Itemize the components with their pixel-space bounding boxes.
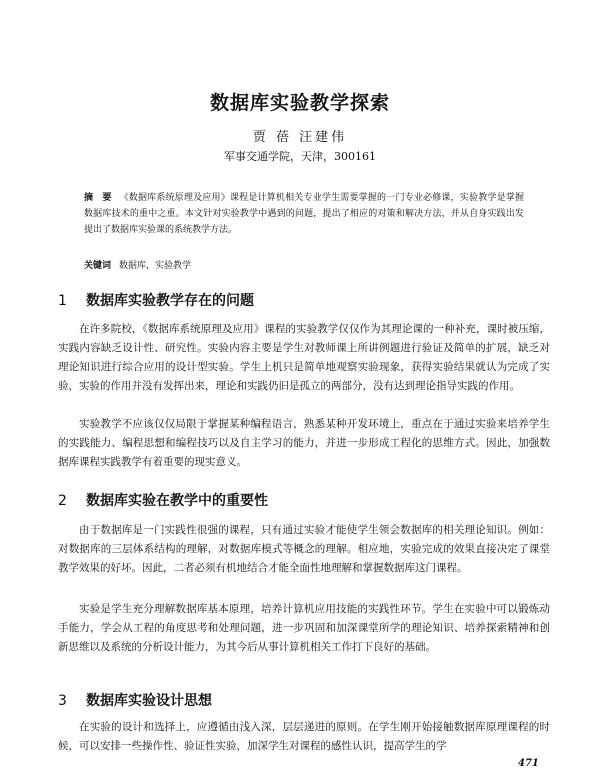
section-2-paragraph-2: 实验是学生充分理解数据库基本原理，培养计算机应用技能的实践性环节。学生在实验中可以锻炼动手能力，学会从工程的角度思考和处理问题，进一步巩固和加深课堂所学的理论知识、培养探索精神和创新思维以及系统的分析设计能力，为其今后从事计算机相关工作打下良好的基础。 [58,603,550,653]
keywords-label: 关键词 [84,261,112,271]
abstract-text: 《数据库系统原理及应用》课程是计算机相关专业学生需要掌握的一门专业必修课，实验教学是掌握数据库技术的重中之重。本文针对实验教学中遇到的问题，提出了相应的对策和解决方法，并从自身实践出发提出了数据库实验课的系统教学方法。 [84,193,524,235]
section-3-heading [58,690,538,710]
keywords [84,258,524,274]
section-number: 2 [58,493,67,509]
section-number: 3 [58,693,67,709]
abstract [84,190,524,238]
section-2-paragraph-1: 由于数据库是一门实践性很强的课程，只有通过实验才能使学生领会数据库的相关理论知识。例如：对数据库的三层体系结构的理解，对数据库模式等概念的理解。相应地，实验完成的效果直接决定了课堂教学效果的好坏。因此，二者必须有机地结合才能全面性地理解和掌握数据库这门课程。 [58,524,550,574]
section-title: 数据库实验教学存在的问题 [86,293,254,309]
section-title: 数据库实验设计思想 [86,693,212,709]
section-title: 数据库实验在教学中的重要性 [86,493,268,509]
abstract-label: 摘 要 [84,193,112,203]
section-number: 1 [58,293,67,309]
keywords-text: 数据库，实验教学 [119,261,192,271]
page-number: 471 [518,758,539,769]
authors: 贾 蓓 汪建伟 [252,130,348,145]
section-1-paragraph-1: 在许多院校，《数据库系统原理及应用》课程的实验教学仅仅作为其理论课的一种补充，课时被压缩，实践内容缺乏设计性、研究性。实验内容主要是学生对教师课上所讲例题进行验证及简单的扩展，缺乏对理论知识进行综合应用的设计型实验。学生上机只是简单地观察实验现象，获得实验结果就认为完成了实验，实验的作用并没有发挥出来，理论和实践仍旧是孤立的两部分，没有达到理论指导实践的作用。 [58,323,550,392]
section-1-heading [58,290,538,310]
paper-title: 数据库实验教学探索 [209,92,390,114]
affiliation: 军事交通学院，天津，300161 [224,150,376,163]
section-1-paragraph-2: 实验教学不应该仅仅局限于掌握某种编程语言，熟悉某种开发环境上，重点在于通过实验来培养学生的实践能力、编程思想和编程技巧以及自主学习的能力，并进一步形成工程化的思维方式。因此，加强数据库课程实践教学有着重要的现实意义。 [58,418,550,468]
section-2-heading [58,490,538,510]
section-3-paragraph-1: 在实验的设计和选择上，应遵循由浅入深，层层递进的原则。在学生刚开始接触数据库原理课程的时候，可以安排一些操作性、验证性实验，加深学生对课程的感性认识，提高学生的学 [58,721,550,752]
